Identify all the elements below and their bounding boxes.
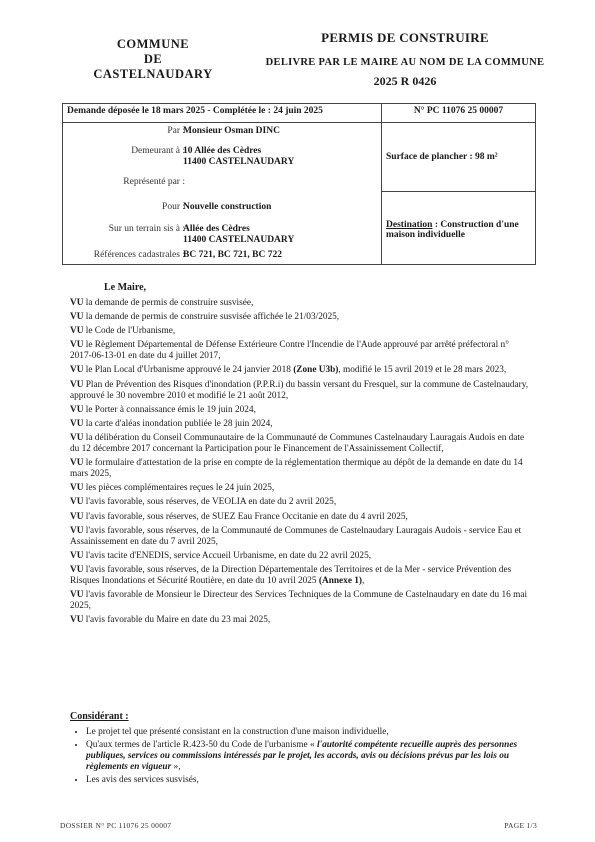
considerant-list bbox=[72, 727, 544, 788]
vu-prefix: VU bbox=[70, 483, 86, 494]
destination-label: Destination bbox=[386, 220, 433, 230]
considerant-after: », bbox=[171, 762, 181, 773]
vu-prefix: VU bbox=[70, 418, 86, 429]
vu-prefix: VU bbox=[70, 511, 86, 522]
vu-after: , bbox=[362, 575, 365, 586]
vu-item bbox=[70, 497, 530, 508]
vu-text: le Règlement Départemental de Défense Extérieure Contre l'Incendie de l'Aude approuvé par arrêté préfectoral n° 2017-06-13-01 en date du 4 juillet 2017, bbox=[70, 340, 509, 362]
vu-prefix: VU bbox=[70, 590, 86, 601]
considerant-text: Qu'aux termes de l'article R.423-50 du Code de l'urbanisme « bbox=[86, 740, 317, 751]
vu-prefix: VU bbox=[70, 404, 86, 415]
vu-text: la délibération du Conseil Communautaire de la Communauté de Communes Castelnaudary Lauragais Audois en date du 12 décembre 2017 concernant la Participation pour le Financement de l'Assainissement Collectif, bbox=[70, 432, 525, 455]
vu-text: l'avis favorable de Monsieur le Directeur des Services Techniques de la Commune de Castelnaudary en date du 16 mai 2025, bbox=[70, 590, 528, 612]
commune-heading bbox=[78, 37, 228, 82]
vu-text: le formulaire d'attestation de la prise en compte de la réglementation thermique au dépôt de la demande en date du 14 mars 2025, bbox=[70, 458, 523, 480]
represente-value bbox=[183, 177, 379, 189]
vu-prefix: VU bbox=[70, 432, 86, 443]
considerant-text: Les avis des services susvisés, bbox=[86, 775, 199, 786]
vu-prefix: VU bbox=[70, 550, 86, 561]
considerant-item bbox=[86, 727, 544, 738]
vu-text: l'avis favorable, sous réserves, de la Direction Départementale des Territoires et de la Mer - service Prévention des Risques Inondations et Sécurité Routière, en date du 10 avril 2025 bbox=[70, 564, 512, 586]
le-maire: Le Maire, bbox=[104, 282, 147, 293]
vu-list bbox=[70, 298, 530, 629]
vu-item bbox=[70, 433, 530, 455]
refs-value: BC 721, BC 721, BC 722 bbox=[183, 249, 282, 260]
vu-item bbox=[70, 615, 530, 626]
vu-bold: (Zone U3b) bbox=[293, 365, 339, 376]
demeurant-line1: 10 Allée des Cèdres bbox=[183, 145, 262, 156]
vu-item bbox=[70, 565, 530, 587]
vu-text: Plan de Prévention des Risques d'inondation (P.P.R.i) du bassin versant du Fresquel, sur la commune de Castelnaudary, approuvé le 30 novembre 2010 et modifié le 21 août 2012, bbox=[70, 379, 529, 401]
vu-prefix: VU bbox=[70, 615, 86, 626]
vu-item bbox=[70, 551, 530, 562]
commune-line1: COMMUNE bbox=[116, 37, 190, 51]
represente-label: Représenté par : bbox=[123, 176, 185, 187]
vu-prefix: VU bbox=[70, 458, 86, 469]
vu-bold: (Annexe 1) bbox=[318, 575, 363, 586]
vu-item bbox=[70, 458, 530, 480]
vu-item bbox=[70, 365, 530, 376]
commune-line3: CASTELNAUDARY bbox=[93, 67, 213, 81]
vu-after: , modifié le 15 avril 2019 et le 28 mars 2023, bbox=[338, 365, 507, 376]
vu-item bbox=[70, 298, 530, 309]
destination-cell bbox=[382, 192, 536, 265]
vu-prefix: VU bbox=[70, 379, 86, 390]
vu-item bbox=[70, 312, 530, 323]
vu-item bbox=[70, 512, 530, 523]
vu-item bbox=[70, 326, 530, 337]
vu-item bbox=[70, 419, 530, 430]
vu-item bbox=[70, 483, 530, 494]
demande-cell: Demande déposée le 18 mars 2025 - Complétée le : 24 juin 2025 bbox=[63, 104, 382, 123]
par-label: Par : bbox=[167, 126, 185, 136]
vu-prefix: VU bbox=[70, 326, 86, 337]
permis-heading bbox=[250, 30, 560, 89]
info-table bbox=[62, 103, 536, 265]
considerant-title: Considérant : bbox=[70, 711, 129, 722]
footer-page: PAGE 1/3 bbox=[504, 821, 537, 830]
terrain-label: Sur un terrain sis à : bbox=[108, 223, 185, 234]
considerant-text: Le projet tel que présenté consistant en la construction d'une maison individuelle, bbox=[86, 727, 389, 737]
demeurant-label: Demeurant à : bbox=[131, 145, 185, 156]
footer-dossier: DOSSIER N° PC 11076 25 00007 bbox=[60, 821, 172, 830]
refs-label: Références cadastrales : bbox=[93, 249, 185, 260]
vu-text: le Code de l'Urbanisme, bbox=[85, 326, 176, 337]
considerant-item bbox=[86, 775, 544, 786]
vu-item bbox=[70, 405, 530, 416]
pour-label: Pour : bbox=[162, 202, 185, 212]
considerant-item bbox=[86, 740, 544, 773]
vu-prefix: VU bbox=[70, 497, 86, 508]
vu-text: la demande de permis de construire susvisée, bbox=[85, 298, 254, 308]
terrain-line2: 11400 CASTELNAUDARY bbox=[183, 235, 295, 245]
considerant-quote: l'autorité compétente recueille auprès des personnes publiques, services ou commissions intéressés par le projet, les accords, avis ou décisions prévus par les lois ou règlements en vigueur bbox=[86, 740, 518, 773]
applicant-cell bbox=[63, 123, 382, 265]
destination-value: : Construction d'une maison individuelle bbox=[386, 220, 519, 240]
vu-item bbox=[70, 526, 530, 548]
vu-prefix: VU bbox=[70, 312, 86, 323]
vu-prefix: VU bbox=[70, 365, 86, 376]
vu-text: l'avis favorable, sous réserves, de VEOLIA en date du 2 avril 2025, bbox=[85, 497, 337, 508]
vu-prefix: VU bbox=[70, 298, 86, 308]
permis-subtitle: DELIVRE PAR LE MAIRE AU NOM DE LA COMMUNE bbox=[265, 57, 545, 68]
demeurant-line2: 11400 CASTELNAUDARY bbox=[183, 157, 295, 167]
vu-prefix: VU bbox=[70, 340, 86, 351]
vu-text: l'avis favorable, sous réserves, de la Communauté de Communes de Castelnaudary Lauragais Audois - service Eau et Assainissement en date du 7 avril 2025, bbox=[70, 525, 522, 547]
commune-line2: DE bbox=[143, 52, 163, 66]
vu-prefix: VU bbox=[70, 525, 86, 536]
permis-title: PERMIS DE CONSTRUIRE bbox=[321, 30, 489, 45]
vu-text: l'avis favorable, sous réserves, de SUEZ Eau France Occitanie en date du 4 avril 2025, bbox=[85, 511, 408, 522]
vu-text: la demande de permis de construire susvisée affichée le 21/03/2025, bbox=[85, 312, 340, 323]
vu-text: le Plan Local d'Urbanisme approuvé le 24 janvier 2018 bbox=[85, 365, 294, 376]
vu-item bbox=[70, 590, 530, 612]
terrain-line1: Allée des Cèdres bbox=[183, 223, 250, 234]
vu-item bbox=[70, 380, 530, 402]
par-value: Monsieur Osman DINC bbox=[183, 126, 280, 136]
vu-text: l'avis tacite d'ENEDIS, service Accueil Urbanisme, en date du 22 avril 2025, bbox=[85, 550, 372, 561]
surface-cell: Surface de plancher : 98 m² bbox=[382, 123, 536, 192]
vu-prefix: VU bbox=[70, 564, 86, 575]
vu-text: l'avis favorable du Maire en date du 23 mai 2025, bbox=[85, 615, 271, 626]
pour-value: Nouvelle construction bbox=[183, 202, 272, 212]
vu-text: les pièces complémentaires reçues le 24 juin 2025, bbox=[85, 483, 275, 494]
vu-item bbox=[70, 340, 530, 362]
vu-text: le Porter à connaissance émis le 19 juin 2024, bbox=[85, 404, 256, 415]
permis-number: 2025 R 0426 bbox=[373, 74, 437, 88]
vu-text: la carte d'aléas inondation publiée le 28 juin 2024, bbox=[85, 418, 273, 429]
pc-number-cell: N° PC 11076 25 00007 bbox=[382, 104, 536, 123]
